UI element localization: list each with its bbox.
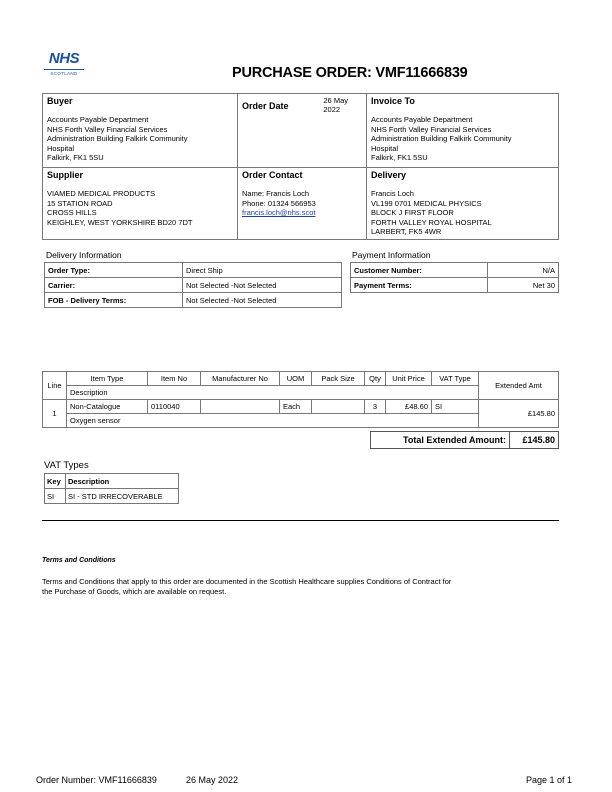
delivery-info-table [44,262,342,308]
terms-line: Terms and Conditions that apply to this order are documented in the Scottish Healthcare supplies Conditions of Contract for [42,577,452,586]
buyer-heading: Buyer [47,96,73,106]
divider [42,520,559,521]
supplier-line: CROSS HILLS [47,208,97,218]
nhs-scotland-logo [44,50,84,76]
terms-text [42,577,542,597]
order-contact-cell [238,168,367,240]
col-description: Description [67,386,479,400]
row-description: Oxygen sensor [67,414,479,428]
order-lines-table [42,371,559,428]
supplier-line: 15 STATION ROAD [47,198,113,208]
payment-terms-label: Payment Terms: [351,278,488,293]
order-date-value: 26 May [323,96,348,105]
delivery-line: FORTH VALLEY ROYAL HOSPITAL [371,217,492,227]
order-date-cell [238,94,367,168]
order-type-value: Direct Ship [183,263,342,278]
col-item-type: Item Type [67,372,148,386]
payment-info-title: Payment Information [352,250,431,260]
fob-label: FOB - Delivery Terms: [45,293,183,308]
page-title: PURCHASE ORDER: VMF11666839 [232,65,468,81]
supplier-heading: Supplier [47,170,84,180]
logo-subtitle: SCOTLAND [44,69,84,76]
vat-key: SI [45,489,66,504]
col-vat-type: VAT Type [432,372,479,386]
total-value: £145.80 [510,432,559,449]
supplier-line: KEIGHLEY, WEST YORKSHIRE BD20 7DT [47,217,193,227]
row-pack-size [312,400,365,414]
vat-description-header: Description [66,474,179,489]
delivery-cell [367,168,559,240]
customer-number-label: Customer Number: [351,263,488,278]
invoice-to-cell [367,94,559,168]
terms-line: the Purchase of Goods, which are available on request. [42,587,227,596]
supplier-cell [43,168,238,240]
payment-terms-value: Net 30 [488,278,559,293]
invoice-line: Falkirk, FK1 5SU [371,153,428,163]
row-uom: Each [280,400,312,414]
row-item-no: 0110040 [148,400,201,414]
row-unit-price: £48.60 [386,400,432,414]
delivery-line: BLOCK J FIRST FLOOR [371,208,454,218]
delivery-line: VL199 0701 MEDICAL PHYSICS [371,198,482,208]
terms-heading: Terms and Conditions [42,557,116,564]
delivery-line: LARBERT, FK5 4WR [371,227,442,237]
row-line: 1 [43,400,67,428]
supplier-line: VIAMED MEDICAL PRODUCTS [47,189,156,198]
order-type-label: Order Type: [45,263,183,278]
buyer-line: NHS Forth Valley Financial Services [47,124,168,134]
customer-number-value: N/A [488,263,559,278]
buyer-line: Hospital [47,143,75,153]
order-contact-heading: Order Contact [242,170,303,180]
row-qty: 3 [365,400,386,414]
vat-key-header: Key [45,474,66,489]
buyer-cell [43,94,238,168]
payment-info-table [350,262,559,293]
table-row [43,400,559,414]
invoice-line: Administration Building Falkirk Community [371,134,512,144]
row-vat-type: SI [432,400,479,414]
col-qty: Qty [365,372,386,386]
footer-order-number: Order Number: VMF11666839 [36,775,157,785]
total-label: Total Extended Amount: [371,432,510,449]
carrier-value: Not Selected -Not Selected [183,278,342,293]
contact-name: Name: Francis Loch [242,189,310,198]
invoice-line: Accounts Payable Department [371,115,473,124]
logo-mark: NHS [48,50,80,67]
footer-page-number: Page 1 of 1 [526,775,573,785]
buyer-line: Accounts Payable Department [47,115,149,124]
delivery-line: Francis Loch [371,189,414,198]
buyer-line: Falkirk, FK1 5SU [47,153,104,163]
col-pack-size: Pack Size [312,372,365,386]
col-manufacturer-no: Manufacturer No [201,372,280,386]
row-extended-amt: £145.80 [479,400,559,428]
fob-value: Not Selected -Not Selected [183,293,342,308]
buyer-line: Administration Building Falkirk Community [47,134,188,144]
col-line: Line [43,372,67,400]
col-uom: UOM [280,372,312,386]
table-row [45,489,179,504]
invoice-to-heading: Invoice To [371,96,415,106]
order-date-heading: Order Date [242,101,289,111]
col-unit-price: Unit Price [386,372,432,386]
footer-date: 26 May 2022 [186,775,239,785]
row-manufacturer-no [201,400,280,414]
vat-description: SI - STD IRRECOVERABLE [66,489,179,504]
invoice-line: NHS Forth Valley Financial Services [371,124,492,134]
delivery-heading: Delivery [371,170,407,180]
order-date-year: 2022 [323,105,341,114]
invoice-line: Hospital [371,143,399,153]
carrier-label: Carrier: [45,278,183,293]
contact-email-link[interactable]: francis.loch@nhs.scot [242,208,316,218]
total-table [370,431,559,449]
col-extended-amt: Extended Amt [479,372,559,400]
vat-types-title: VAT Types [44,460,89,471]
order-header-grid [42,93,559,240]
vat-types-table [44,473,179,504]
col-item-no: Item No [148,372,201,386]
contact-phone: Phone: 01324 566953 [242,198,316,208]
delivery-info-title: Delivery Information [46,250,122,260]
row-item-type: Non-Catalogue [67,400,148,414]
